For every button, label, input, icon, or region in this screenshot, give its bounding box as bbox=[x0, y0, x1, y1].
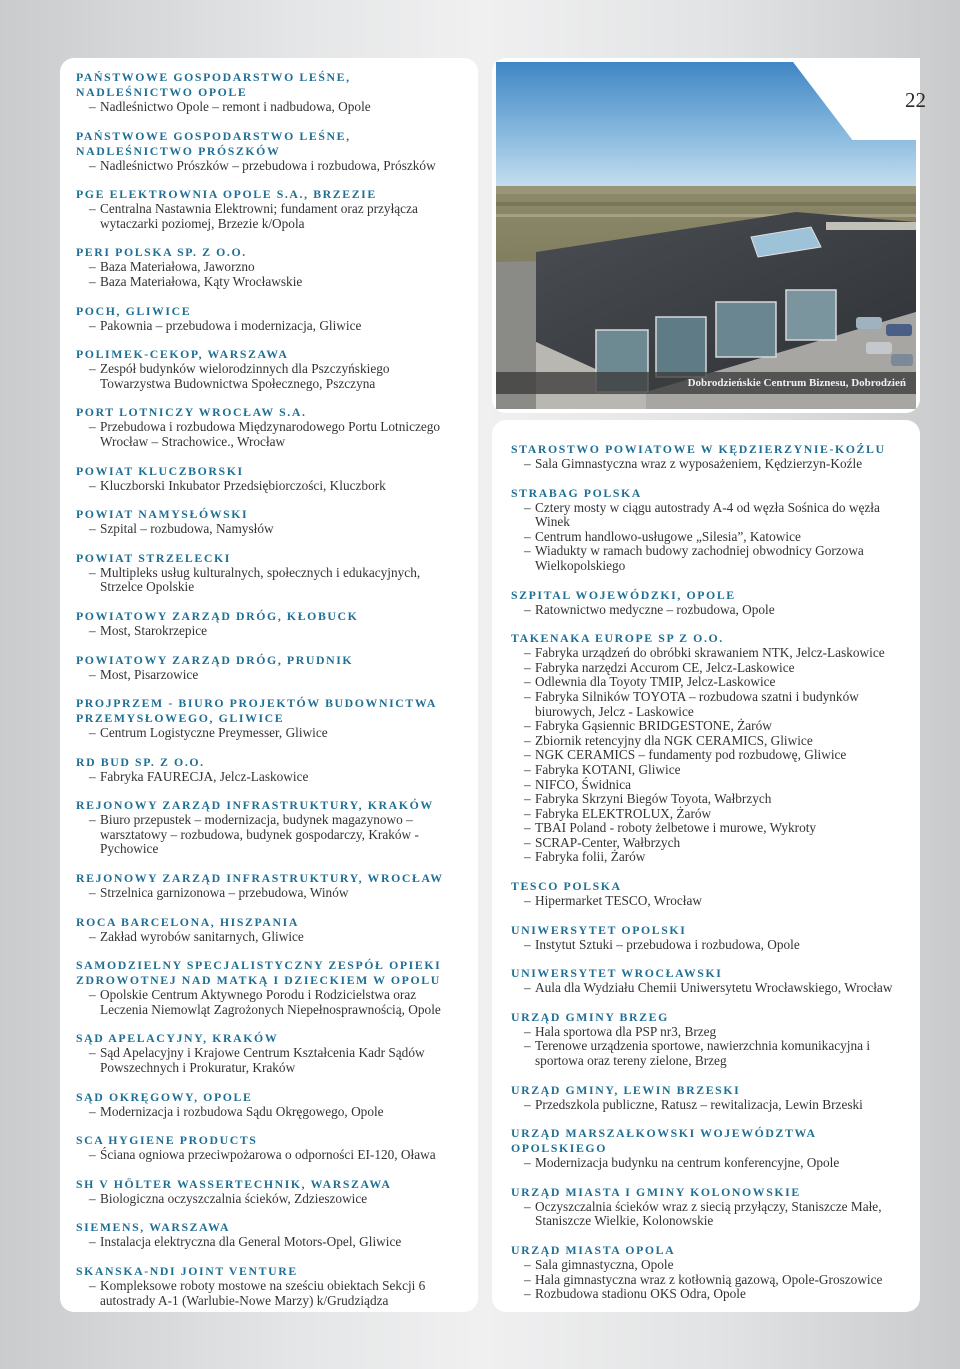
project-item: – Biologiczna oczyszczalnia ścieków, Zdzieszowice bbox=[76, 1192, 462, 1207]
client-entry bbox=[511, 1010, 904, 1069]
project-item: – Fabryka ELEKTROLUX, Żarów bbox=[511, 807, 904, 822]
client-entry bbox=[76, 1177, 462, 1207]
project-item: – Instytut Sztuki – przebudowa i rozbudowa, Opole bbox=[511, 938, 904, 953]
client-name: PERI POLSKA SP. Z O.O. bbox=[76, 245, 247, 260]
project-list bbox=[511, 1025, 904, 1069]
client-entry bbox=[511, 879, 904, 909]
project-list bbox=[76, 566, 462, 595]
project-list bbox=[76, 420, 462, 449]
client-name: POWIAT KLUCZBORSKI bbox=[76, 463, 244, 478]
client-name: PAŃSTWOWE GOSPODARSTWO LEŚNE, NADLEŚNICTWO PRÓSZKÓW bbox=[76, 128, 351, 158]
project-list bbox=[511, 1098, 904, 1113]
project-list bbox=[76, 1148, 462, 1163]
client-name: POWIATOWY ZARZĄD DRÓG, KŁOBUCK bbox=[76, 608, 359, 623]
client-entry bbox=[76, 245, 462, 289]
project-item: – Ściana ogniowa przeciwpożarowa o odporności EI-120, Oława bbox=[76, 1148, 462, 1163]
client-name: REJONOWY ZARZĄD INFRASTRUKTURY, WROCŁAW bbox=[76, 871, 444, 886]
project-list bbox=[76, 988, 462, 1017]
client-entry bbox=[76, 187, 462, 231]
client-name: RD BUD SP. Z O.O. bbox=[76, 754, 205, 769]
client-entry bbox=[511, 1243, 904, 1302]
client-name: SZPITAL WOJEWÓDZKI, OPOLE bbox=[511, 587, 736, 602]
project-item: – Multipleks usług kulturalnych, społecznych i edukacyjnych, Strzelce Opolskie bbox=[76, 566, 462, 595]
client-name: POWIATOWY ZARZĄD DRÓG, PRUDNIK bbox=[76, 652, 354, 667]
client-entry bbox=[76, 1264, 462, 1308]
project-item: – Instalacja elektryczna dla General Motors-Opel, Gliwice bbox=[76, 1235, 462, 1250]
client-name: POWIAT STRZELECKI bbox=[76, 550, 231, 565]
project-list bbox=[76, 668, 462, 683]
client-entry bbox=[76, 1133, 462, 1163]
project-item: – Cztery mosty w ciągu autostrady A-4 od węzła Sośnica do węzła Winek bbox=[511, 501, 904, 530]
project-item: – Ratownictwo medyczne – rozbudowa, Opole bbox=[511, 603, 904, 618]
project-item: – Hala sportowa dla PSP nr3, Brzeg bbox=[511, 1025, 904, 1040]
client-name: POLIMEK-CEKOP, WARSZAWA bbox=[76, 347, 289, 362]
project-item: – Baza Materiałowa, Jaworzno bbox=[76, 260, 462, 275]
project-item: – Modernizacja budynku na centrum konferencyjne, Opole bbox=[511, 1156, 904, 1171]
client-name: URZĄD MIASTA OPOLA bbox=[511, 1243, 676, 1257]
client-entry bbox=[76, 1220, 462, 1250]
client-entry bbox=[76, 798, 462, 857]
client-entry bbox=[76, 304, 462, 334]
client-name: PORT LOTNICZY WROCŁAW S.A. bbox=[76, 405, 307, 420]
project-list bbox=[76, 624, 462, 639]
client-entry bbox=[76, 405, 462, 449]
client-name: URZĄD MARSZAŁKOWSKI WOJEWÓDZTWA OPOLSKIEGO bbox=[511, 1126, 817, 1156]
client-entry bbox=[76, 915, 462, 945]
project-item: – Fabryka KOTANI, Gliwice bbox=[511, 763, 904, 778]
client-entry bbox=[76, 871, 462, 901]
project-list bbox=[76, 100, 462, 115]
client-name: URZĄD GMINY BRZEG bbox=[511, 1009, 669, 1024]
project-item: – Opolskie Centrum Aktywnego Porodu i Rodzicielstwa oraz Leczenia Niemowląt Zagrożonych Niepełnosprawnością, Opole bbox=[76, 988, 462, 1017]
client-entry bbox=[511, 1083, 904, 1113]
client-entry bbox=[76, 1031, 462, 1075]
project-item: – SCRAP-Center, Wałbrzych bbox=[511, 836, 904, 851]
project-list bbox=[76, 479, 462, 494]
client-entry bbox=[76, 464, 462, 494]
project-list bbox=[76, 319, 462, 334]
client-name: SCA HYGIENE PRODUCTS bbox=[76, 1133, 258, 1148]
project-item: – Hipermarket TESCO, Wrocław bbox=[511, 894, 904, 909]
client-entry bbox=[511, 631, 904, 865]
client-entry bbox=[76, 1090, 462, 1120]
project-list bbox=[76, 159, 462, 174]
client-name: TESCO POLSKA bbox=[511, 879, 622, 894]
project-item: – Nadleśnictwo Opole – remont i nadbudowa, Opole bbox=[76, 100, 462, 115]
project-list bbox=[76, 260, 462, 289]
client-name: SKANSKA-NDI JOINT VENTURE bbox=[76, 1264, 298, 1278]
client-name: UNIWERSYTET OPOLSKI bbox=[511, 922, 687, 937]
client-entry bbox=[76, 347, 462, 391]
client-entry bbox=[76, 696, 462, 741]
client-entry bbox=[76, 653, 462, 683]
left-column bbox=[60, 58, 478, 1312]
project-item: – Most, Starokrzepice bbox=[76, 624, 462, 639]
project-item: – Fabryka FAURECJA, Jelcz-Laskowice bbox=[76, 770, 462, 785]
client-name: URZĄD GMINY, LEWIN BRZESKI bbox=[511, 1082, 741, 1097]
project-item: – NGK CERAMICS – fundamenty pod rozbudowę, Gliwice bbox=[511, 748, 904, 763]
client-entry bbox=[511, 1126, 904, 1171]
project-item: – Modernizacja i rozbudowa Sądu Okręgowego, Opole bbox=[76, 1105, 462, 1120]
client-entry bbox=[76, 609, 462, 639]
client-entry bbox=[511, 442, 904, 472]
project-list bbox=[76, 202, 462, 231]
client-name: PGE ELEKTROWNIA OPOLE S.A., BRZEZIE bbox=[76, 187, 377, 202]
project-item: – Baza Materiałowa, Kąty Wrocławskie bbox=[76, 275, 462, 290]
client-name: SH V HÖLTER WASSERTECHNIK, WARSZAWA bbox=[76, 1176, 392, 1191]
project-list bbox=[76, 1046, 462, 1075]
project-item: – Fabryka Skrzyni Biegów Toyota, Wałbrzych bbox=[511, 792, 904, 807]
client-name: SĄD APELACYJNY, KRAKÓW bbox=[76, 1031, 279, 1046]
project-item: – Sąd Apelacyjny i Krajowe Centrum Kształcenia Kadr Sądów Powszechnych i Prokuratur, Kraków bbox=[76, 1046, 462, 1075]
project-item: – Zakład wyrobów sanitarnych, Gliwice bbox=[76, 930, 462, 945]
client-name: TAKENAKA EUROPE SP Z O.O. bbox=[511, 631, 724, 646]
project-item: – Kluczborski Inkubator Przedsiębiorczości, Kluczbork bbox=[76, 479, 462, 494]
client-entry bbox=[511, 966, 904, 996]
project-item: – Strzelnica garnizonowa – przebudowa, Winów bbox=[76, 886, 462, 901]
project-item: – Most, Pisarzowice bbox=[76, 668, 462, 683]
client-name: ROCA BARCELONA, HISZPANIA bbox=[76, 914, 299, 929]
client-entry bbox=[76, 551, 462, 595]
project-item: – Odlewnia dla Toyoty TMIP, Jelcz-Laskowice bbox=[511, 675, 904, 690]
client-entry bbox=[511, 1185, 904, 1229]
project-item: – Fabryka narzędzi Accurom CE, Jelcz-Laskowice bbox=[511, 661, 904, 676]
project-item: – Kompleksowe roboty mostowe na sześciu obiektach Sekcji 6 autostrady A-1 (Warlubie-Nowe Marzy) k/Grudziądza bbox=[76, 1279, 462, 1308]
client-name: POCH, GLIWICE bbox=[76, 303, 192, 318]
project-list bbox=[76, 930, 462, 945]
project-list bbox=[511, 1200, 904, 1229]
client-name: STAROSTWO POWIATOWE W KĘDZIERZYNIE-KOŹLU bbox=[511, 442, 886, 456]
client-name: REJONOWY ZARZĄD INFRASTRUKTURY, KRAKÓW bbox=[76, 798, 434, 813]
client-entry bbox=[511, 486, 904, 574]
project-list bbox=[76, 522, 462, 537]
project-item: – Wiadukty w ramach budowy zachodniej obwodnicy Gorzowa Wielkopolskiego bbox=[511, 544, 904, 573]
project-item: – Centrum handlowo-usługowe „Silesia”, Katowice bbox=[511, 530, 904, 545]
project-item: – Fabryka Gąsiennic BRIDGESTONE, Żarów bbox=[511, 719, 904, 734]
project-list bbox=[76, 726, 462, 741]
project-list bbox=[76, 813, 462, 857]
project-list bbox=[511, 981, 904, 996]
project-item: – Fabryka urządzeń do obróbki skrawaniem NTK, Jelcz-Laskowice bbox=[511, 646, 904, 661]
client-entry bbox=[76, 958, 462, 1017]
project-list bbox=[511, 603, 904, 618]
project-list bbox=[76, 362, 462, 391]
client-entry bbox=[511, 923, 904, 953]
project-item: – Aula dla Wydziału Chemii Uniwersytetu Wrocławskiego, Wrocław bbox=[511, 981, 904, 996]
project-list bbox=[511, 1156, 904, 1171]
client-name: POWIAT NAMYSŁÓWSKI bbox=[76, 507, 249, 522]
project-item: – Zbiornik retencyjny dla NGK CERAMICS, Gliwice bbox=[511, 734, 904, 749]
project-item: – Przebudowa i rozbudowa Międzynarodowego Portu Lotniczego Wrocław – Strachowice., Wrocław bbox=[76, 420, 462, 449]
project-list bbox=[76, 770, 462, 785]
project-item: – Fabryka folii, Żarów bbox=[511, 850, 904, 865]
project-list bbox=[511, 501, 904, 574]
client-name: SĄD OKRĘGOWY, OPOLE bbox=[76, 1089, 253, 1104]
project-list bbox=[511, 894, 904, 909]
client-entry bbox=[76, 129, 462, 174]
project-item: – Rozbudowa stadionu OKS Odra, Opole bbox=[511, 1287, 904, 1302]
page-number: 22 bbox=[905, 88, 926, 112]
right-column bbox=[492, 420, 920, 1312]
photo-caption: Dobrodzieńskie Centrum Biznesu, Dobrodzień bbox=[496, 372, 916, 394]
project-list bbox=[76, 1279, 462, 1308]
client-name: SAMODZIELNY SPECJALISTYCZNY ZESPÓŁ OPIEKI ZDROWOTNEJ NAD MATKĄ I DZIECKIEM W OPOLU bbox=[76, 958, 442, 988]
client-name: URZĄD MIASTA I GMINY KOLONOWSKIE bbox=[511, 1184, 801, 1199]
project-list bbox=[511, 938, 904, 953]
project-item: – Sala Gimnastyczna wraz z wyposażeniem, Kędzierzyn-Koźle bbox=[511, 457, 904, 472]
project-item: – Terenowe urządzenia sportowe, nawierzchnia komunikacyjna i sportowa oraz tereny zielone, Brzeg bbox=[511, 1039, 904, 1068]
project-item: – TBAI Poland - roboty żelbetowe i murowe, Wykroty bbox=[511, 821, 904, 836]
project-item: – Centrum Logistyczne Preymesser, Gliwice bbox=[76, 726, 462, 741]
client-name: STRABAG POLSKA bbox=[511, 485, 642, 500]
project-list bbox=[76, 1235, 462, 1250]
project-item: – Sala gimnastyczna, Opole bbox=[511, 1258, 904, 1273]
project-item: – Nadleśnictwo Prószków – przebudowa i rozbudowa, Prószków bbox=[76, 159, 462, 174]
project-item: – Oczyszczalnia ścieków wraz z siecią przyłączy, Staniszcze Małe, Staniszcze Wielkie, Kolonowskie bbox=[511, 1200, 904, 1229]
project-item: – Centralna Nastawnia Elektrowni; fundament oraz przyłącza wytaczarki poziomej, Brzezie k/Opola bbox=[76, 202, 462, 231]
project-list bbox=[511, 646, 904, 865]
client-entry bbox=[76, 507, 462, 537]
project-list bbox=[511, 457, 904, 472]
project-list bbox=[76, 1105, 462, 1120]
client-entry bbox=[76, 70, 462, 115]
client-name: PROJPRZEM - BIURO PROJEKTÓW BUDOWNICTWA PRZEMYSŁOWEGO, GLIWICE bbox=[76, 696, 437, 726]
client-name: UNIWERSYTET WROCŁAWSKI bbox=[511, 966, 723, 981]
project-item: – Hala gimnastyczna wraz z kotłownią gazową, Opole-Groszowice bbox=[511, 1273, 904, 1288]
client-entry bbox=[511, 588, 904, 618]
client-entry bbox=[76, 755, 462, 785]
project-item: – Szpital – rozbudowa, Namysłów bbox=[76, 522, 462, 537]
project-list bbox=[511, 1258, 904, 1302]
project-item: – Pakownia – przebudowa i modernizacja, Gliwice bbox=[76, 319, 462, 334]
project-list bbox=[76, 886, 462, 901]
project-item: – Biuro przepustek – modernizacja, budynek magazynowo – warsztatowy – rozbudowa, budynek gospodarczy, Kraków - Pychowice bbox=[76, 813, 462, 857]
project-item: – Fabryka Silników TOYOTA – rozbudowa szatni i budynków biurowych, Jelcz - Laskowice bbox=[511, 690, 904, 719]
client-name: SIEMENS, WARSZAWA bbox=[76, 1220, 231, 1235]
client-name: PAŃSTWOWE GOSPODARSTWO LEŚNE, NADLEŚNICTWO OPOLE bbox=[76, 70, 351, 99]
project-item: – Zespół budynków wielorodzinnych dla Pszczyńskiego Towarzystwa Budownictwa Społecznego, Pszczyna bbox=[76, 362, 462, 391]
project-item: – NIFCO, Świdnica bbox=[511, 778, 904, 793]
project-item: – Przedszkola publiczne, Ratusz – rewitalizacja, Lewin Brzeski bbox=[511, 1098, 904, 1113]
project-list bbox=[76, 1192, 462, 1207]
